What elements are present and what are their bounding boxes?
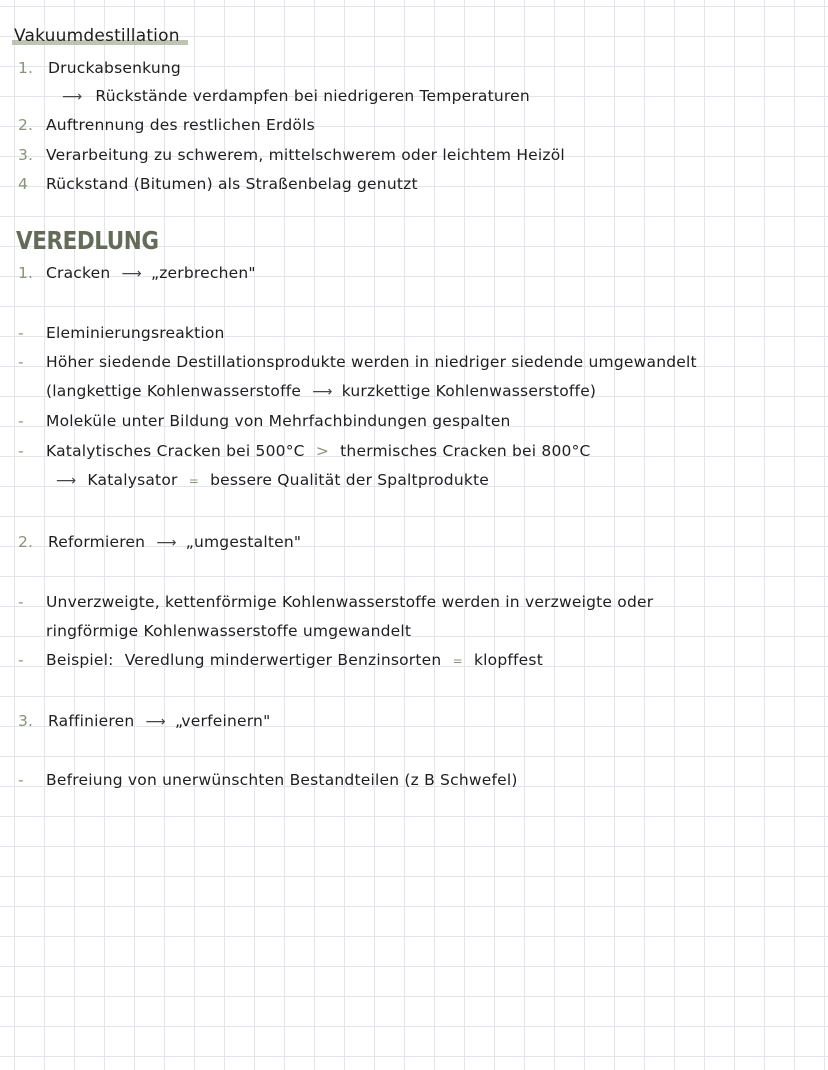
point-text: Befreiung von unerwünschten Bestandteilen (z B Schwefel) [46,771,518,789]
step-text: Verarbeitung zu schwerem, mittelschwerem oder leichtem Heizöl [46,146,565,164]
meaning: „umgestalten" [185,533,302,551]
bullet-dash: - [18,324,24,342]
vakuum-step-1-result [62,86,530,107]
right-arrow-icon: ⟶ [312,384,333,400]
step-text: Rückstände verdampfen bei niedrigeren Temperaturen [95,87,530,105]
greater-than-sign: > [315,442,330,460]
reformieren-point-1-continued [46,621,411,641]
step-text: Rückstand (Bitumen) als Straßenbelag genutzt [46,175,418,193]
meaning: „verfeinern" [174,712,271,730]
step-number: 2. [18,533,34,551]
point-text: Beispiel: [46,651,114,669]
point-text: (langkettige Kohlenwasserstoffe [46,382,302,400]
step-number: 1. [18,264,34,282]
point-text: Veredlung minderwertiger Benzinsorten [124,651,442,669]
step-number: 4 [18,175,29,193]
point-text: Unverzweigte, kettenförmige Kohlenwasserstoffe werden in verzweigte oder [46,593,654,611]
right-arrow-icon: ⟶ [121,266,142,282]
right-arrow-icon: ⟶ [62,89,83,105]
point-text: Katalytisches Cracken bei 500°C [46,442,305,460]
equals-sign: = [452,654,463,668]
meaning: „zerbrechen" [150,264,256,282]
point-text: bessere Qualität der Spaltprodukte [210,471,490,489]
point-text: kurzkettige Kohlenwasserstoffe) [341,382,597,400]
right-arrow-icon: ⟶ [145,714,166,730]
term: Cracken [46,264,111,282]
step-text: Druckabsenkung [48,59,181,77]
point-text: thermisches Cracken bei 800°C [340,442,591,460]
term: Reformieren [48,533,146,551]
step-number: 2. [18,116,34,134]
point-text: Moleküle unter Bildung von Mehrfachbindungen gespalten [46,412,511,430]
bullet-dash: - [18,353,24,371]
right-arrow-icon: ⟶ [56,473,77,489]
bullet-dash: - [18,593,24,611]
point-text: Katalysator [87,471,178,489]
step-number: 1. [18,59,34,77]
section-title-vakuumdestillation: Vakuumdestillation [14,26,180,46]
section-title-veredlung: VEREDLUNG [16,226,159,255]
point-text: Höher siedende Destillationsprodukte werden in niedriger siedende umgewandelt [46,353,697,371]
right-arrow-icon: ⟶ [156,535,177,551]
cracken-point-4-result [56,470,489,491]
point-text: Eleminierungsreaktion [46,324,225,342]
bullet-dash: - [18,651,24,669]
cracken-point-2-continued [46,381,596,402]
term: Raffinieren [48,712,135,730]
bullet-dash: - [18,442,24,460]
step-text: Auftrennung des restlichen Erdöls [46,116,315,134]
point-text: klopffest [473,651,543,669]
step-number: 3. [18,146,34,164]
bullet-dash: - [18,412,24,430]
bullet-dash: - [18,771,24,789]
equals-sign: = [188,474,199,488]
point-text: ringförmige Kohlenwasserstoffe umgewandelt [46,622,412,640]
step-number: 3. [18,712,34,730]
